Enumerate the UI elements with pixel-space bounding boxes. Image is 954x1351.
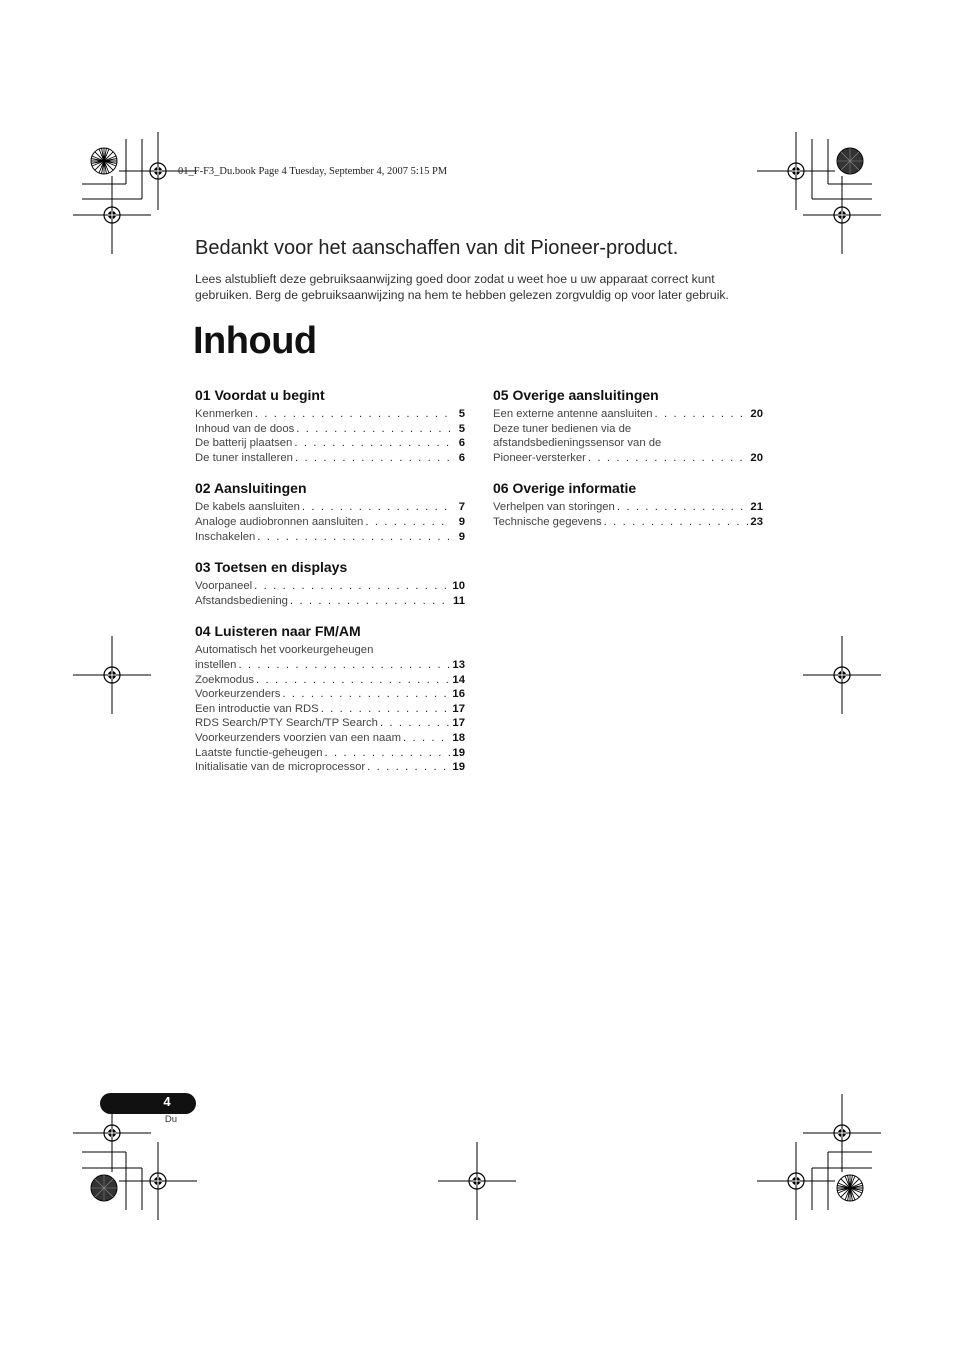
- leader-dots: [325, 746, 451, 761]
- leader-dots: [655, 407, 749, 422]
- toc-entry-label: Zoekmodus: [195, 673, 255, 686]
- toc-entry-page: 7: [458, 501, 465, 514]
- toc-entry-label: De tuner installeren: [195, 451, 293, 464]
- toc-entry-page: 5: [458, 422, 465, 435]
- toc-entry-label: Een introductie van RDS: [195, 702, 319, 715]
- leader-dots: [256, 673, 450, 688]
- toc-entry[interactable]: [195, 451, 465, 466]
- page-subtitle: Bedankt voor het aanschaffen van dit Pioneer-product.: [195, 237, 679, 259]
- toc-entry-label: Voorpaneel: [195, 580, 253, 593]
- toc-entry[interactable]: [195, 500, 465, 515]
- toc-entry-label: De kabels aansluiten: [195, 501, 300, 514]
- toc-section-heading: 05 Overige aansluitingen: [493, 387, 659, 403]
- toc-entry-page: 18: [452, 731, 465, 744]
- toc-entry-page: 9: [458, 515, 465, 528]
- toc-entry-page: 20: [750, 451, 763, 464]
- toc-entry-page: 17: [452, 702, 465, 715]
- toc-entry-label: Voorkeurzenders voorzien van een naam: [195, 731, 401, 744]
- toc-entry-page: 17: [452, 717, 465, 730]
- leader-dots: [588, 451, 749, 466]
- toc-entry[interactable]: [493, 407, 763, 422]
- toc-entry[interactable]: [195, 673, 465, 688]
- toc-section-05: [493, 386, 763, 465]
- toc-entry[interactable]: [195, 407, 465, 422]
- toc-entry[interactable]: [493, 500, 763, 515]
- intro-line: gebruiken. Berg de gebruiksaanwijzing na hem te hebben gelezen zorgvuldig op voor later gebruik.: [195, 288, 729, 302]
- leader-dots: [294, 436, 451, 451]
- toc-entry[interactable]: [195, 760, 465, 775]
- toc-entry[interactable]: [493, 515, 763, 530]
- toc-entry-label: Analoge audiobronnen aansluiten: [195, 515, 364, 528]
- toc-entry-label: Technische gegevens: [493, 515, 602, 528]
- toc-entry-label: Afstandsbediening: [195, 594, 288, 607]
- toc-entry-label-wrapped: Deze tuner bedienen via de: [493, 422, 632, 435]
- toc-entry[interactable]: [195, 731, 465, 746]
- intro-line: Lees alstublieft deze gebruiksaanwijzing goed door zodat u weet hoe u uw apparaat correct kunt: [195, 272, 715, 286]
- leader-dots: [257, 530, 451, 545]
- toc-entry-page: 10: [452, 580, 465, 593]
- toc-entry-page: 11: [453, 594, 465, 607]
- toc-section-heading: 01 Voordat u begint: [195, 387, 325, 403]
- toc-entry-label: instellen: [195, 658, 237, 671]
- toc-entry[interactable]: [195, 702, 465, 717]
- toc-entry-page: 23: [750, 515, 763, 528]
- toc-entry-label: Laatste functie-geheugen: [195, 746, 323, 759]
- toc-entry[interactable]: [195, 687, 465, 702]
- page-number: 4: [163, 1094, 171, 1109]
- toc-entry-page: 21: [750, 501, 763, 514]
- toc-section-04: [195, 622, 465, 774]
- toc-section-heading: 03 Toetsen en displays: [195, 559, 348, 576]
- toc-entry[interactable]: [195, 579, 465, 594]
- toc-section-02: [195, 479, 465, 544]
- leader-dots: [604, 515, 749, 530]
- leader-dots: [290, 594, 451, 609]
- toc-entry-label: Inhoud van de doos: [195, 422, 295, 435]
- toc-entry-page: 13: [452, 658, 465, 671]
- toc-section-03: [195, 558, 465, 608]
- toc-section-heading: 02 Aansluitingen: [195, 480, 307, 497]
- leader-dots: [365, 515, 451, 530]
- toc-entry-page: 9: [458, 530, 465, 543]
- toc-entry-label: Een externe antenne aansluiten: [493, 408, 653, 420]
- toc-entry[interactable]: [493, 451, 763, 466]
- toc-entry-label: Kenmerken: [195, 408, 253, 420]
- leader-dots: [255, 407, 451, 422]
- toc-entry[interactable]: [195, 594, 465, 609]
- toc-entry-label: RDS Search/PTY Search/TP Search: [195, 717, 378, 730]
- toc-entry-page: 6: [458, 437, 465, 450]
- toc-entry-page: 5: [458, 408, 465, 420]
- toc-entry[interactable]: [195, 658, 465, 673]
- toc-entry[interactable]: [195, 746, 465, 761]
- toc-section-01: [195, 386, 465, 465]
- leader-dots: [238, 658, 450, 673]
- toc-entry-label: Pioneer-versterker: [493, 451, 586, 464]
- language-code: Du: [164, 1114, 178, 1125]
- toc-entry[interactable]: [195, 422, 465, 437]
- leader-dots: [321, 702, 451, 717]
- toc-entry[interactable]: [195, 515, 465, 530]
- toc-entry-label-wrapped: afstandsbedieningssensor van de: [493, 437, 662, 450]
- leader-dots: [617, 500, 749, 515]
- toc-entry-label-wrapped: Automatisch het voorkeurgeheugen: [195, 644, 374, 657]
- leader-dots: [296, 422, 451, 437]
- leader-dots: [403, 731, 450, 746]
- leader-dots: [282, 687, 450, 702]
- toc-section-heading: 04 Luisteren naar FM/AM: [195, 623, 361, 640]
- toc-entry-label: Inschakelen: [195, 530, 256, 543]
- toc-entry-page: 20: [750, 408, 763, 420]
- toc-column-left: [195, 386, 465, 789]
- toc-entry-label: Verhelpen van storingen: [493, 501, 615, 514]
- toc-section-06: [493, 479, 763, 529]
- toc-entry[interactable]: [195, 716, 465, 731]
- page-title: Inhoud: [193, 320, 317, 362]
- toc-entry-page: 6: [458, 451, 465, 464]
- toc-entry-page: 16: [452, 688, 465, 701]
- leader-dots: [295, 451, 451, 466]
- toc-section-heading: 06 Overige informatie: [493, 480, 637, 497]
- toc-entry[interactable]: [195, 530, 465, 545]
- toc-entry-label: Voorkeurzenders: [195, 688, 281, 701]
- book-info-line: 01_F-F3_Du.book Page 4 Tuesday, September 4, 2007 5:15 PM: [178, 166, 448, 177]
- toc-entry-page: 19: [452, 746, 465, 759]
- leader-dots: [254, 579, 450, 594]
- toc-entry-label: De batterij plaatsen: [195, 437, 293, 450]
- intro-paragraph: [195, 271, 785, 303]
- toc-entry-label: Initialisatie van de microprocessor: [195, 761, 366, 774]
- toc-entry-page: 19: [452, 761, 465, 774]
- leader-dots: [380, 716, 450, 731]
- toc-entry[interactable]: [195, 436, 465, 451]
- toc-column-right: [493, 386, 763, 544]
- toc-entry-page: 14: [452, 673, 465, 686]
- leader-dots: [302, 500, 451, 515]
- leader-dots: [367, 760, 450, 775]
